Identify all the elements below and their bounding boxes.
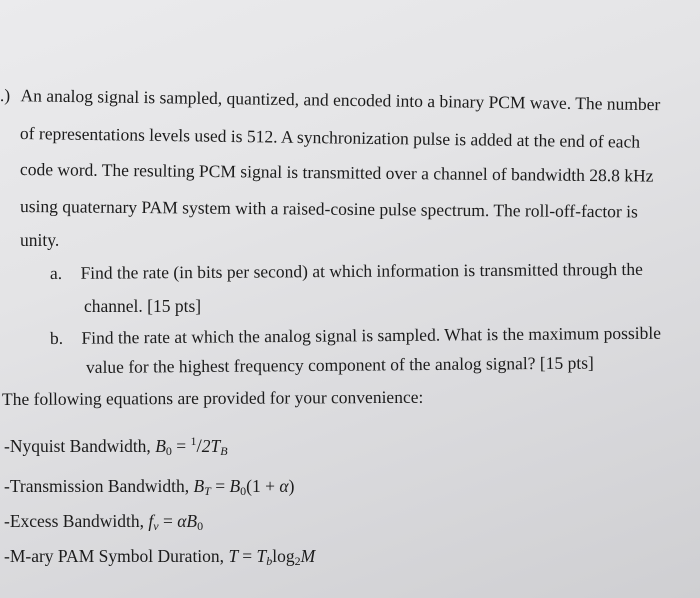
equations-intro bbox=[2, 386, 423, 410]
problem-line-3 bbox=[20, 158, 654, 187]
mary-pam-formula: $T = T_b\log_2M$ bbox=[228, 546, 316, 568]
problem-text-line: of representations levels used is 512. A synchronization pulse is added at the end of each bbox=[19, 123, 641, 152]
part-a-line-2 bbox=[84, 295, 201, 317]
problem-line-1 bbox=[0, 84, 660, 115]
part-b-label: b. bbox=[49, 327, 64, 348]
problem-line-2 bbox=[20, 122, 640, 153]
problem-number: .) bbox=[0, 85, 11, 106]
equation-nyquist bbox=[4, 430, 228, 462]
equation-label: -M-ary PAM Symbol Duration, bbox=[4, 546, 229, 566]
part-a-text: Find the rate (in bits per second) at which information is transmitted through the bbox=[80, 258, 643, 283]
part-b-line-2 bbox=[86, 352, 594, 378]
equation-label: -Excess Bandwidth, bbox=[4, 511, 149, 531]
equations-intro-text: The following equations are provided for your convenience: bbox=[1, 386, 424, 409]
part-b-text: value for the highest frequency component of the analog signal? [15 pts] bbox=[85, 352, 594, 377]
problem-text-line: An analog signal is sampled, quantized, and encoded into a binary PCM wave. The number bbox=[20, 85, 661, 115]
part-b-line-1 bbox=[50, 322, 661, 349]
equation-label: -Transmission Bandwidth, bbox=[4, 476, 194, 496]
problem-text-line: unity. bbox=[20, 230, 60, 250]
part-a-label: a. bbox=[49, 262, 63, 283]
problem-line-5 bbox=[20, 229, 59, 251]
equation-transmission bbox=[4, 475, 294, 502]
part-b-text: Find the rate at which the analog signal is sampled. What is the maximum possible bbox=[81, 322, 662, 348]
equation-excess bbox=[4, 510, 203, 537]
transmission-formula: $B_T = B_0(1 + \alpha)$ bbox=[193, 476, 295, 498]
problem-text-line: code word. The resulting PCM signal is transmitted over a channel of bandwidth 28.8 kHz bbox=[19, 159, 654, 186]
nyquist-formula: $B_0 = ^1/2T_B$ bbox=[155, 434, 228, 458]
part-a-text: channel. [15 pts] bbox=[84, 296, 202, 316]
excess-formula: $f_\nu = \alpha B_0$ bbox=[148, 511, 204, 533]
problem-line-4 bbox=[20, 195, 638, 222]
equation-mary-pam bbox=[4, 545, 315, 572]
part-a-line-1 bbox=[50, 258, 643, 284]
equation-label: -Nyquist Bandwidth, bbox=[4, 436, 156, 456]
problem-text-line: using quaternary PAM system with a raised-cosine pulse spectrum. The roll-off-factor is bbox=[19, 196, 638, 222]
